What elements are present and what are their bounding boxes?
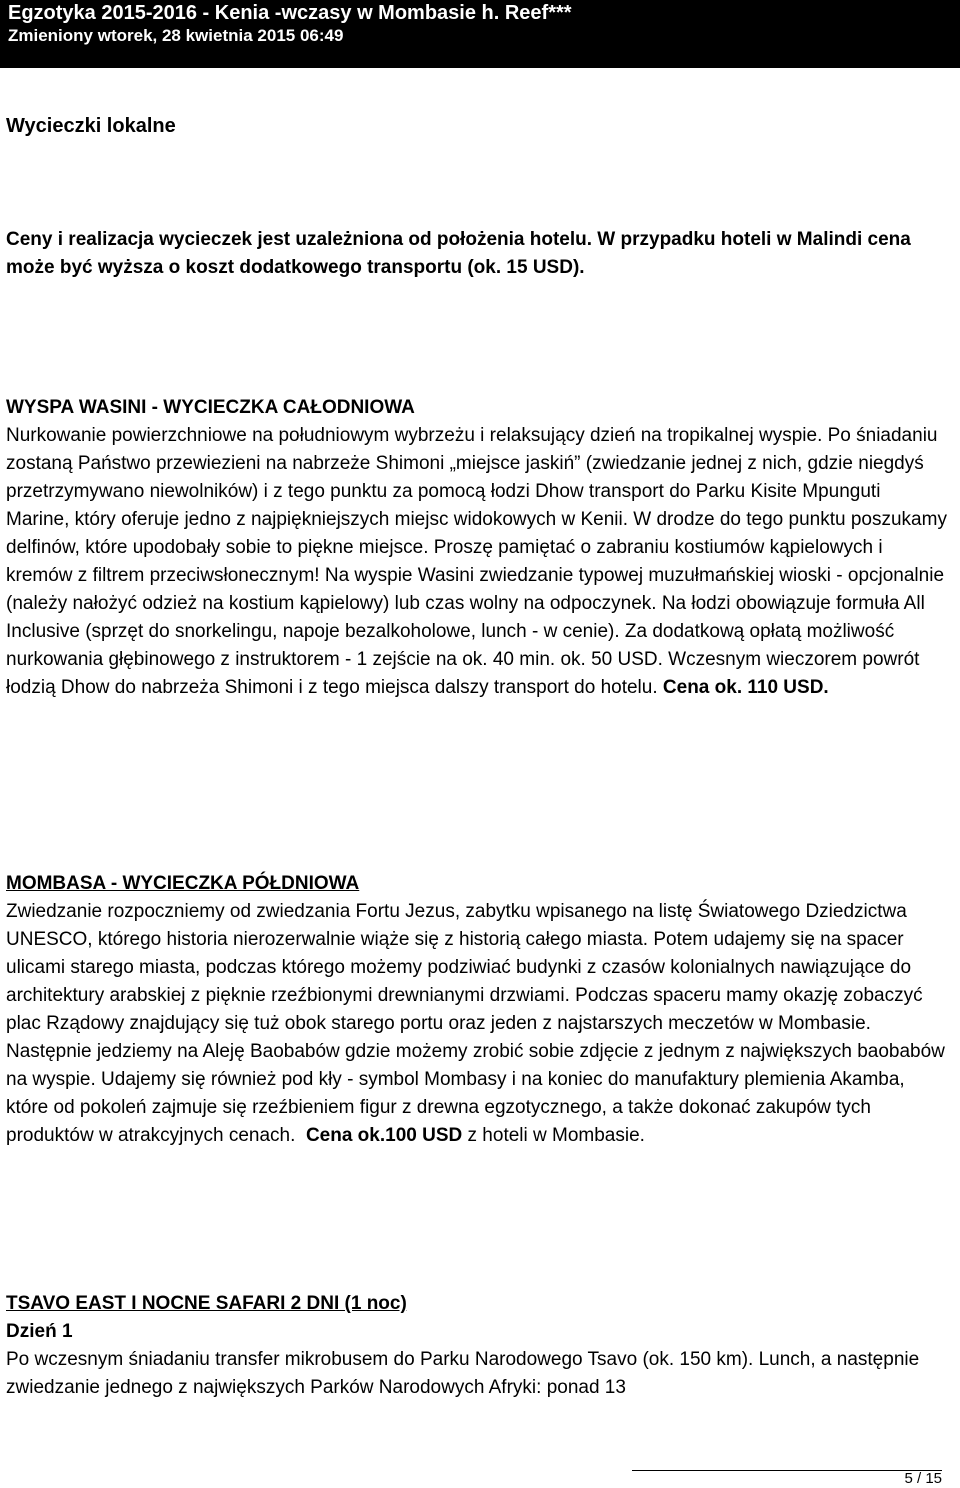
page-title-block [6, 112, 948, 140]
price-notice: Ceny i realizacja wycieczek jest uzależniona od położenia hotelu. W przypadku hoteli w Malindi cena może być wyższa o koszt dodatkowego transportu (ok. 15 USD). [6, 229, 911, 278]
price-notice-block [6, 226, 948, 282]
tsavo-title: TSAVO EAST I NOCNE SAFARI 2 DNI (1 noc) [6, 1293, 407, 1314]
tsavo-section [6, 1290, 948, 1402]
mombasa-body [6, 898, 948, 1150]
page-title: Wycieczki lokalne [6, 115, 176, 137]
document-title: Egzotyka 2015-2016 - Kenia -wczasy w Mombasie h. Reef*** [8, 2, 572, 24]
wasini-price: Cena ok. 110 USD. [662, 677, 829, 698]
mombasa-price-value: 100 USD [385, 1125, 463, 1146]
wasini-body [6, 422, 948, 702]
footer-divider [632, 1470, 942, 1471]
wasini-title: WYSPA WASINI - WYCIECZKA CAŁODNIOWA [6, 397, 415, 418]
mombasa-section [6, 870, 948, 1150]
mombasa-title: MOMBASA - WYCIECZKA PÓŁDNIOWA [6, 873, 360, 894]
modified-date: Zmieniony wtorek, 28 kwietnia 2015 06:49 [8, 26, 344, 45]
wasini-section [6, 394, 948, 702]
mombasa-price-suffix: z hoteli w Mombasie. [467, 1125, 645, 1146]
mombasa-description: Zwiedzanie rozpoczniemy od zwiedzania Fortu Jezus, zabytku wpisanego na listę Światowego Dziedzictwa UNESCO, którego historia nierozerwalnie wiąże się z historią całego miasta. Potem udajemy się na spacer ulicami starego miasta, podczas którego możemy podziwiać budynki z czasów kolonialnych nawiązujące do architektury arabskiej z pięknie rzeźbionymi drewnianymi drzwiami. Podczas spaceru mamy okazję zobaczyć plac Rządowy znajdujący się tuż obok starego portu oraz jeden z najstarszych meczetów w Mombasie. Następnie jedziemy na Aleję Baobabów gdzie możemy zrobić sobie zdjęcie z jednym z największych baobabów na wyspie. Udajemy się również pod kły - symbol Mombasy i na koniec do manufaktury plemienia Akamba, które od pokoleń zajmuje się rzeźbieniem figur z drewna egzotycznego, a także dokonać zakupów tych produktów w atrakcyjnych cenach. [6, 901, 945, 1146]
wasini-description: Nurkowanie powierzchniowe na południowym wybrzeżu i relaksujący dzień na tropikalnej wyspie. Po śniadaniu zostaną Państwo przewiezieni na nabrzeże Shimoni „miejsce jaskiń” (zwiedzanie jednej z nich, gdzie niegdyś przetrzymywano niewolników) i z tego punktu za pomocą łodzi Dhow transport do Parku Kisite Mpunguti Marine, który oferuje jedno z najpiękniejszych miejsc widokowych w Kenii. W drodze do tego punktu poszukamy delfinów, które upodobały sobie to piękne miejsce. Proszę pamiętać o zabraniu kostiumów kąpielowych i kremów z filtrem przeciwsłonecznym! Na wyspie Wasini zwiedzanie typowej muzułmańskiej wioski - opcjonalnie (należy nałożyć odzież na kostium kąpielowy) lub czas wolny na odpoczynek. Na łodzi obowiązuje formuła All Inclusive (sprzęt do snorkelingu, napoje bezalkoholowe, lunch - w cenie). Za dodatkową opłatą możliwość nurkowania głębinowego z instruktorem - 1 zejście na ok. 40 min. ok. 50 USD. Wczesnym wieczorem powrót łodzią Dhow do nabrzeża Shimoni i z tego miejsca dalszy transport do hotelu. [6, 425, 947, 698]
mombasa-price-label: Cena ok. [305, 1125, 386, 1146]
document-header [0, 0, 960, 68]
tsavo-body: Po wczesnym śniadaniu transfer mikrobusem do Parku Narodowego Tsavo (ok. 150 km). Lunch, a następnie zwiedzanie jednego z największych Parków Narodowych Afryki: ponad 13 [6, 1349, 920, 1398]
tsavo-day-label: Dzień 1 [6, 1321, 73, 1342]
page-number: 5 / 15 [904, 1470, 942, 1487]
